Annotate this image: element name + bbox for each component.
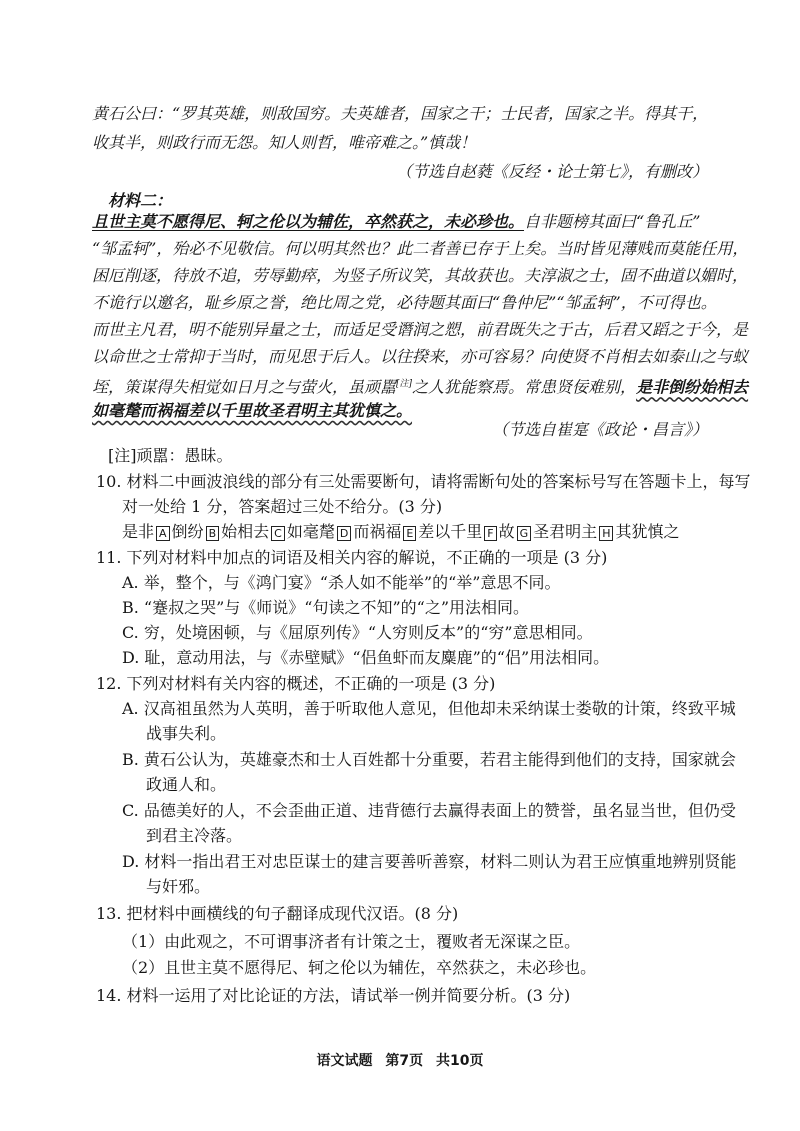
q10-seg-7: 圣君明主 — [533, 522, 598, 541]
q10-mark-c[interactable]: C — [271, 526, 285, 541]
q11-option-b[interactable]: B. “蹇叔之哭”与《师说》“句读之不知”的“之”用法相同。 — [122, 598, 530, 617]
footer-total: 共10页 — [436, 1053, 484, 1069]
material2-line6: 以命世之士常抑于当时，而见思于后人。以往揆来，亦可容易？向使贤不肖相去如泰山之与蚁 — [92, 347, 749, 366]
q10-mark-e[interactable]: E — [403, 526, 416, 541]
q10-mark-a[interactable]: A — [156, 526, 170, 541]
footnote: [注]顽嚚：愚昧。 — [108, 446, 233, 465]
q10-seg-8: 其犹慎之 — [615, 522, 680, 541]
material1-quote-line1: 黄石公曰：“罗其英雄，则敌国穷。夫英雄者，国家之干；士民者，国家之半。得其干， — [92, 104, 709, 123]
q14-stem: 14. 材料一运用了对比论证的方法，请试举一例并简要分析。(3 分) — [96, 986, 571, 1005]
q10-seg-5: 差以千里 — [418, 522, 483, 541]
q10-segment-line — [122, 520, 708, 544]
q13-stem: 13. 把材料中画横线的句子翻译成现代汉语。(8 分) — [96, 904, 459, 923]
material2-line7-a: 垤，策谋得失相觉如日月之与萤火，虽顽嚚 — [92, 377, 397, 397]
wavy-passage-part2: 如毫氂而祸福差以千里故圣君明主其犹慎之。 — [92, 401, 413, 420]
q10-seg-4: 而祸福 — [353, 522, 402, 541]
q12-option-d-line1[interactable]: D. 材料一指出君王对忠臣谋士的建言要善听善察，材料二则认为君王应慎重地辨别贤能 — [122, 852, 737, 871]
material2-heading: 材料二： — [108, 191, 173, 210]
q11-option-c[interactable]: C. 穷，处境困顿，与《屈原列传》“人穷则反本”的“穷”意思相同。 — [122, 623, 593, 642]
q10-mark-g[interactable]: G — [517, 526, 532, 541]
footer-subject: 语文试题 — [316, 1053, 373, 1069]
q11-option-d[interactable]: D. 耻，意动用法，与《赤壁赋》“侣鱼虾而友麋鹿”的“侣”用法相同。 — [122, 648, 610, 667]
q11-option-a[interactable]: A. 举，整个，与《鸿门宴》“杀人如不能举”的“举”意思不同。 — [122, 573, 561, 592]
q10-mark-b[interactable]: B — [206, 526, 220, 541]
q10-seg-3: 如毫氂 — [286, 522, 335, 541]
material2-underlined-sentence: 且世主莫不愿得尼、轲之伦以为辅佐，卒然获之，未必珍也。 — [92, 212, 525, 231]
q11-stem: 11. 下列对材料中加点的词语及相关内容的解说，不正确的一项是 (3 分) — [96, 548, 608, 567]
q12-option-c-line1[interactable]: C. 品德美好的人，不会歪曲正道、违背德行去赢得表面上的赞誉，虽名显当世，但仍受 — [122, 801, 736, 820]
q10-mark-h[interactable]: H — [599, 526, 613, 541]
material2-source: （节选自崔寔《政论・昌言》） — [491, 420, 708, 439]
q12-option-a-line2[interactable]: 战事失利。 — [146, 724, 227, 743]
q12-option-b-line2[interactable]: 政通人和。 — [146, 775, 227, 794]
material2-line1 — [92, 210, 708, 234]
material2-line7-b: 之人犹能察焉。常患贤佞难别， — [412, 377, 637, 397]
footnote-marker: [注] — [396, 379, 413, 389]
material2-line1-rest: 自非题榜其面曰“鲁孔丘” — [524, 212, 701, 231]
q12-option-b-line1[interactable]: B. 黄石公认为，英雄豪杰和士人百姓都十分重要，若君主能得到他们的支持，国家就会 — [122, 750, 736, 769]
page-footer — [0, 1050, 800, 1070]
material2-line3: 困厄削逐，待放不追，劳辱勤瘁，为竖子所议笑，其故获也。夫淳淑之士，固不曲道以媚时， — [92, 266, 749, 285]
q10-stem-line1: 10. 材料二中画波浪线的部分有三处需要断句，请将需断句处的答案标号写在答题卡上，每写 — [96, 472, 751, 491]
q13-sentence-1: （1）由此观之，不可谓事济者有计策之士，覆败者无深谋之臣。 — [122, 932, 581, 951]
footer-page: 第7页 — [385, 1053, 424, 1069]
material1-source: （节选自赵蕤《反经・论士第七》，有删改） — [395, 162, 708, 181]
q10-seg-0: 是非 — [122, 522, 155, 541]
q10-seg-6: 故 — [498, 522, 515, 541]
wavy-passage-part1: 是非倒纷始相去 — [636, 377, 749, 397]
material1-quote-line2: 收其半，则政行而无怨。知人则哲，唯帝难之。”慎哉！ — [92, 133, 477, 152]
q12-option-a-line1[interactable]: A. 汉高祖虽然为人英明，善于听取他人意见，但他却未采纳谋士娄敬的计策，终致平城 — [122, 699, 736, 718]
q10-mark-d[interactable]: D — [337, 526, 351, 541]
q12-option-d-line2[interactable]: 与奸邪。 — [146, 877, 211, 896]
q13-sentence-2: （2）且世主莫不愿得尼、轲之伦以为辅佐，卒然获之，未必珍也。 — [122, 958, 597, 977]
q12-option-c-line2[interactable]: 到君主冷落。 — [146, 826, 243, 845]
q10-stem-line2: 对一处给 1 分，答案超过三处不给分。(3 分) — [122, 497, 443, 516]
material2-line4: 不诡行以邀名，耻乡原之誉，绝比周之党，必待题其面曰“鲁仲尼”“邹孟轲”，不可得也。 — [92, 293, 717, 312]
q10-mark-f[interactable]: F — [484, 526, 496, 541]
q10-seg-2: 始相去 — [221, 522, 270, 541]
q12-stem: 12. 下列对材料有关内容的概述，不正确的一项是 (3 分) — [96, 674, 496, 693]
material2-line5: 而世主凡君，明不能别异量之士，而适足受谮润之愬，前君既失之于古，后君又蹈之于今，是 — [92, 320, 749, 339]
material2-line2: “邹孟轲”，殆必不见敬信。何以明其然也？此二者善已存于上矣。当时皆见薄贱而莫能任用， — [92, 239, 749, 258]
q10-seg-1: 倒纷 — [171, 522, 204, 541]
material2-line7 — [92, 372, 749, 399]
